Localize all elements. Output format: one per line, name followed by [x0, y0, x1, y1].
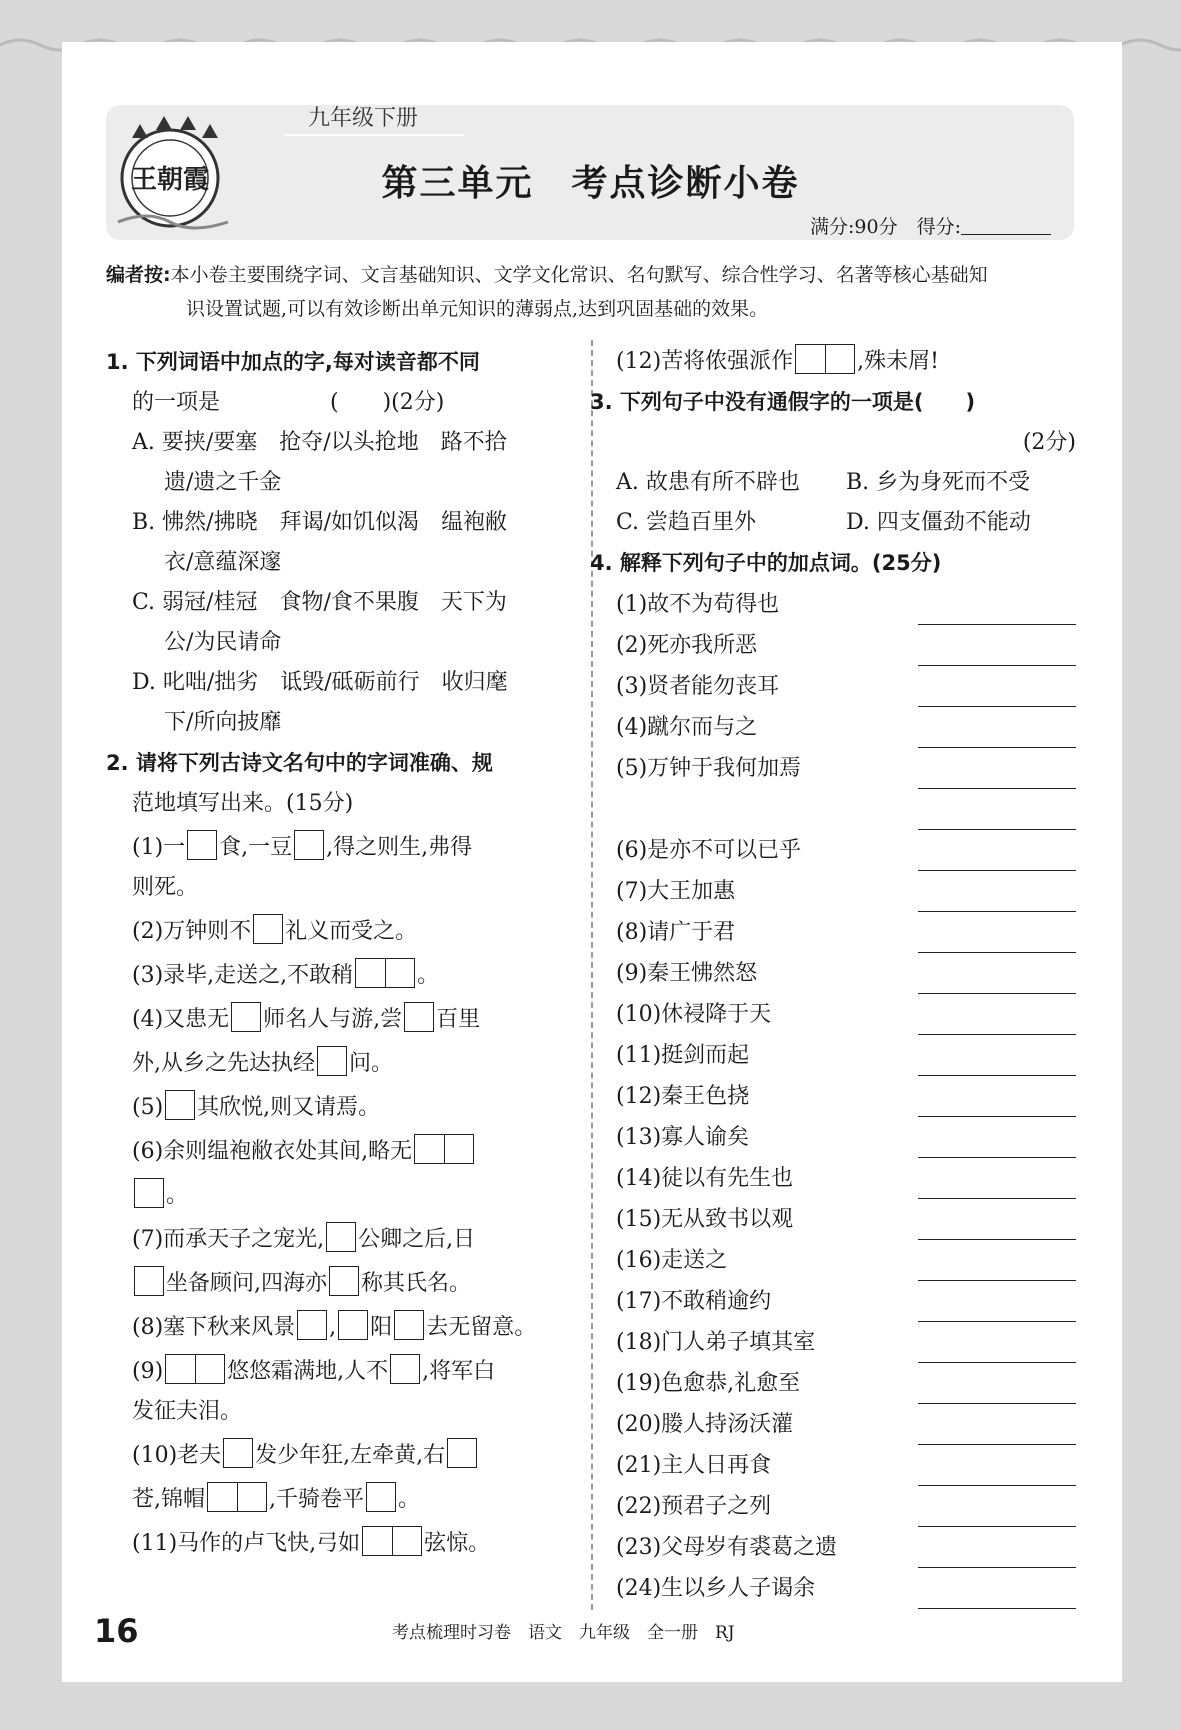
q4-item: [616, 1199, 1076, 1240]
answer-box[interactable]: [134, 1178, 164, 1208]
q2-item-3: (3)录毕,走送之,不敢稍 。: [106, 956, 566, 996]
q3-options-row-2: [616, 503, 1076, 543]
q4-item: [616, 1363, 1076, 1404]
answer-line[interactable]: [918, 1091, 1076, 1117]
q4-item-text: (9)秦王怫然怒: [616, 961, 758, 986]
q3-stem: 3. 下列句子中没有通假字的一项是( ): [590, 390, 976, 414]
q2-item-11: (11)马作的卢飞快,弓如 弦惊。: [106, 1524, 566, 1564]
answer-line[interactable]: [918, 968, 1076, 994]
q4-item: [616, 1322, 1076, 1363]
q1-option-c-cont: 公/为民请命: [164, 630, 282, 655]
q2-item-7-cont: 坐备顾问,四海亦 称其氏名。: [106, 1264, 566, 1304]
q4-item: [616, 1076, 1076, 1117]
svg-text:王朝霞: 王朝霞: [130, 165, 210, 195]
answer-line[interactable]: [918, 886, 1076, 912]
q4-item: [616, 1240, 1076, 1281]
answer-box[interactable]: [404, 1002, 434, 1032]
q1-stem-2: 的一项是 ( )(2分): [132, 390, 445, 415]
answer-line[interactable]: [918, 722, 1076, 748]
q4-stem: 4. 解释下列句子中的加点词。(25分): [590, 551, 942, 575]
answer-box-double[interactable]: [165, 1354, 225, 1384]
answer-box[interactable]: [447, 1438, 477, 1468]
q1-option-c[interactable]: C. 弱冠/桂冠 食物/食不果腹 天下为: [132, 590, 507, 615]
answer-line[interactable]: [918, 1583, 1076, 1609]
q2-item-10-cont: 苍,锦帽 ,千骑卷平 。: [106, 1480, 566, 1520]
answer-box-double[interactable]: [795, 344, 855, 374]
answer-box-double[interactable]: [362, 1526, 422, 1556]
answer-line[interactable]: [918, 1542, 1076, 1568]
answer-box-double[interactable]: [207, 1482, 267, 1512]
answer-line[interactable]: [918, 1337, 1076, 1363]
q4-item-text: (11)挺剑而起: [616, 1043, 750, 1068]
q4-item: [616, 707, 1076, 748]
answer-line[interactable]: [918, 599, 1076, 625]
q2-item-9: (9) 悠悠霜满地,人不 ,将军白: [106, 1352, 566, 1392]
answer-line[interactable]: [918, 1501, 1076, 1527]
left-column: [106, 342, 566, 1564]
q2-item-4-cont: 外,从乡之先达执经 问。: [106, 1044, 566, 1084]
answer-line[interactable]: [918, 1460, 1076, 1486]
q2-item-2: (2)万钟则不 礼义而受之。: [106, 912, 566, 952]
q4-item-text: (3)贤者能勿丧耳: [616, 674, 780, 699]
q4-item: [616, 1035, 1076, 1076]
q2-item-8: (8)塞下秋来风景 , 阳 去无留意。: [106, 1308, 566, 1348]
answer-line[interactable]: [918, 1378, 1076, 1404]
score-line: [810, 212, 1051, 239]
answer-box[interactable]: [329, 1266, 359, 1296]
q4-item-text: (21)主人日再食: [616, 1453, 772, 1478]
q4-item: [616, 1527, 1076, 1568]
q4-item: [616, 1445, 1076, 1486]
q4-item-text: (10)休祲降于天: [616, 1002, 772, 1027]
q4-item: [616, 953, 1076, 994]
q4-item: [616, 625, 1076, 666]
page-number: 16: [94, 1612, 139, 1650]
q4-item-text: (15)无从致书以观: [616, 1207, 794, 1232]
q4-item: [616, 871, 1076, 912]
answer-line[interactable]: [918, 1009, 1076, 1035]
q2-item-6-cont: 。: [106, 1176, 566, 1216]
answer-box[interactable]: [253, 914, 283, 944]
q4-extra-line: [616, 789, 1076, 830]
q4-item-text: (1)故不为苟得也: [616, 592, 780, 617]
score-label: 满分:90分 得分:: [810, 216, 961, 238]
q3-option-b[interactable]: B. 乡为身死而不受: [846, 470, 1031, 495]
q1-option-d-cont: 下/所向披靡: [164, 710, 282, 735]
q4-item-text: (7)大王加惠: [616, 879, 736, 904]
answer-box[interactable]: [134, 1266, 164, 1296]
q3-option-c[interactable]: C. 尝趋百里外: [616, 510, 757, 535]
answer-box[interactable]: [390, 1354, 420, 1384]
answer-box[interactable]: [231, 1002, 261, 1032]
q2-item-12: (12)苦将侬强派作 ,殊未屑!: [616, 342, 1076, 382]
q2-item-5: (5) 其欣悦,则又请焉。: [106, 1088, 566, 1128]
answer-box[interactable]: [326, 1222, 356, 1252]
q4-item: [616, 1568, 1076, 1609]
q4-item-text: (19)色愈恭,礼愈至: [616, 1371, 801, 1396]
q2-item-9-cont: 发征夫泪。: [132, 1399, 243, 1424]
q4-item-text: (6)是亦不可以已乎: [616, 838, 802, 863]
answer-box-double[interactable]: [355, 958, 415, 988]
q2-item-1-cont: 则死。: [132, 875, 199, 900]
answer-line[interactable]: [918, 1173, 1076, 1199]
score-blank[interactable]: [961, 217, 1051, 235]
editor-note-text-1: 本小卷主要围绕字词、文言基础知识、文学文化常识、名句默写、综合性学习、名著等核心基础知: [170, 264, 988, 286]
q4-item-text: (8)请广于君: [616, 920, 736, 945]
q4-item: [616, 1404, 1076, 1445]
answer-box[interactable]: [338, 1310, 368, 1340]
answer-line[interactable]: [918, 927, 1076, 953]
q2-item-7: (7)而承天子之宠光, 公卿之后,日: [106, 1220, 566, 1260]
q2-item-4: (4)又患无 师名人与游,尝 百里: [106, 1000, 566, 1040]
q4-item-text: (4)蹴尔而与之: [616, 715, 758, 740]
column-divider: [591, 340, 593, 1610]
q1-option-b[interactable]: B. 怫然/拂晓 拜谒/如饥似渴 缊袍敝: [132, 510, 507, 535]
q4-item-text: (5)万钟于我何加焉: [616, 756, 802, 781]
answer-box[interactable]: [187, 830, 217, 860]
q2-stem-2: 范地填写出来。(15分): [132, 791, 354, 816]
q3-option-a[interactable]: A. 故患有所不辟也: [616, 470, 800, 495]
answer-box[interactable]: [394, 1310, 424, 1340]
q4-item: [616, 912, 1076, 953]
q4-item-text: (17)不敢稍逾约: [616, 1289, 772, 1314]
answer-box[interactable]: [223, 1438, 253, 1468]
q4-items: [616, 584, 1076, 1609]
q2-item-6: (6)余则缊袍敝衣处其间,略无: [106, 1132, 566, 1172]
q4-item: [616, 1486, 1076, 1527]
q3-option-d[interactable]: D. 四支僵劲不能动: [846, 510, 1031, 535]
q1-option-a[interactable]: A. 要挟/要塞 抢夺/以头抢地 路不拾: [132, 430, 507, 455]
answer-line[interactable]: [918, 1419, 1076, 1445]
grade-tab: 九年级下册: [284, 102, 464, 136]
answer-box[interactable]: [317, 1046, 347, 1076]
q2-item-1: (1)一 食,一豆 ,得之则生,弗得: [106, 828, 566, 868]
q4-item: [616, 748, 1076, 789]
q4-item-text: (12)秦王色挠: [616, 1084, 750, 1109]
q4-item: [616, 666, 1076, 707]
q4-item: [616, 1158, 1076, 1199]
answer-line[interactable]: [918, 1132, 1076, 1158]
q4-item: [616, 1117, 1076, 1158]
answer-line[interactable]: [918, 804, 1076, 830]
q4-item: [616, 584, 1076, 625]
q4-item-text: (13)寡人谕矣: [616, 1125, 750, 1150]
answer-line[interactable]: [918, 681, 1076, 707]
editor-note-text-2: 识设置试题,可以有效诊断出单元知识的薄弱点,达到巩固基础的效果。: [186, 298, 769, 320]
page-title: 第三单元 考点诊断小卷: [381, 163, 800, 204]
answer-box[interactable]: [294, 830, 324, 860]
q4-item-text: (22)预君子之列: [616, 1494, 772, 1519]
q3-options-row-1: [616, 463, 1076, 503]
answer-line[interactable]: [918, 763, 1076, 789]
q1-option-a-cont: 遗/遗之千金: [164, 470, 282, 495]
q4-item-text: (18)门人弟子填其室: [616, 1330, 816, 1355]
q1-option-d[interactable]: D. 叱咄/拙劣 诋毁/砥砺前行 收归麾: [132, 670, 508, 695]
q4-item-text: (2)死亦我所恶: [616, 633, 758, 658]
answer-box[interactable]: [165, 1090, 195, 1120]
q3-score: (2分): [1022, 430, 1076, 455]
q2-item-10: (10)老夫 发少年狂,左牵黄,右: [106, 1436, 566, 1476]
answer-line[interactable]: [918, 1214, 1076, 1240]
q4-item-text: (23)父母岁有裘葛之遗: [616, 1535, 838, 1560]
q1-stem: 1. 下列词语中加点的字,每对读音都不同: [106, 350, 480, 374]
q4-item-text: (14)徒以有先生也: [616, 1166, 794, 1191]
q4-item-text: (24)生以乡人子谒余: [616, 1576, 816, 1601]
answer-line[interactable]: [918, 845, 1076, 871]
answer-line[interactable]: [918, 1050, 1076, 1076]
q4-item-text: (16)走送之: [616, 1248, 728, 1273]
q2-stem: 2. 请将下列古诗文名句中的字词准确、规: [106, 751, 493, 775]
answer-box[interactable]: [297, 1310, 327, 1340]
q4-item: [616, 1281, 1076, 1322]
q4-item: [616, 830, 1076, 871]
answer-box[interactable]: [366, 1482, 396, 1512]
answer-box-double[interactable]: [414, 1134, 474, 1164]
right-column: [590, 342, 1076, 1609]
answer-line[interactable]: [918, 1296, 1076, 1322]
editor-note-label: 编者按:: [106, 264, 171, 286]
q1-option-b-cont: 衣/意蕴深邃: [164, 550, 282, 575]
q4-item: [616, 994, 1076, 1035]
answer-line[interactable]: [918, 640, 1076, 666]
footer-text: 考点梳理时习卷 语文 九年级 全一册 RJ: [392, 1623, 735, 1643]
q4-item-text: (20)媵人持汤沃灌: [616, 1412, 794, 1437]
editor-note: [106, 258, 1076, 326]
answer-line[interactable]: [918, 1255, 1076, 1281]
